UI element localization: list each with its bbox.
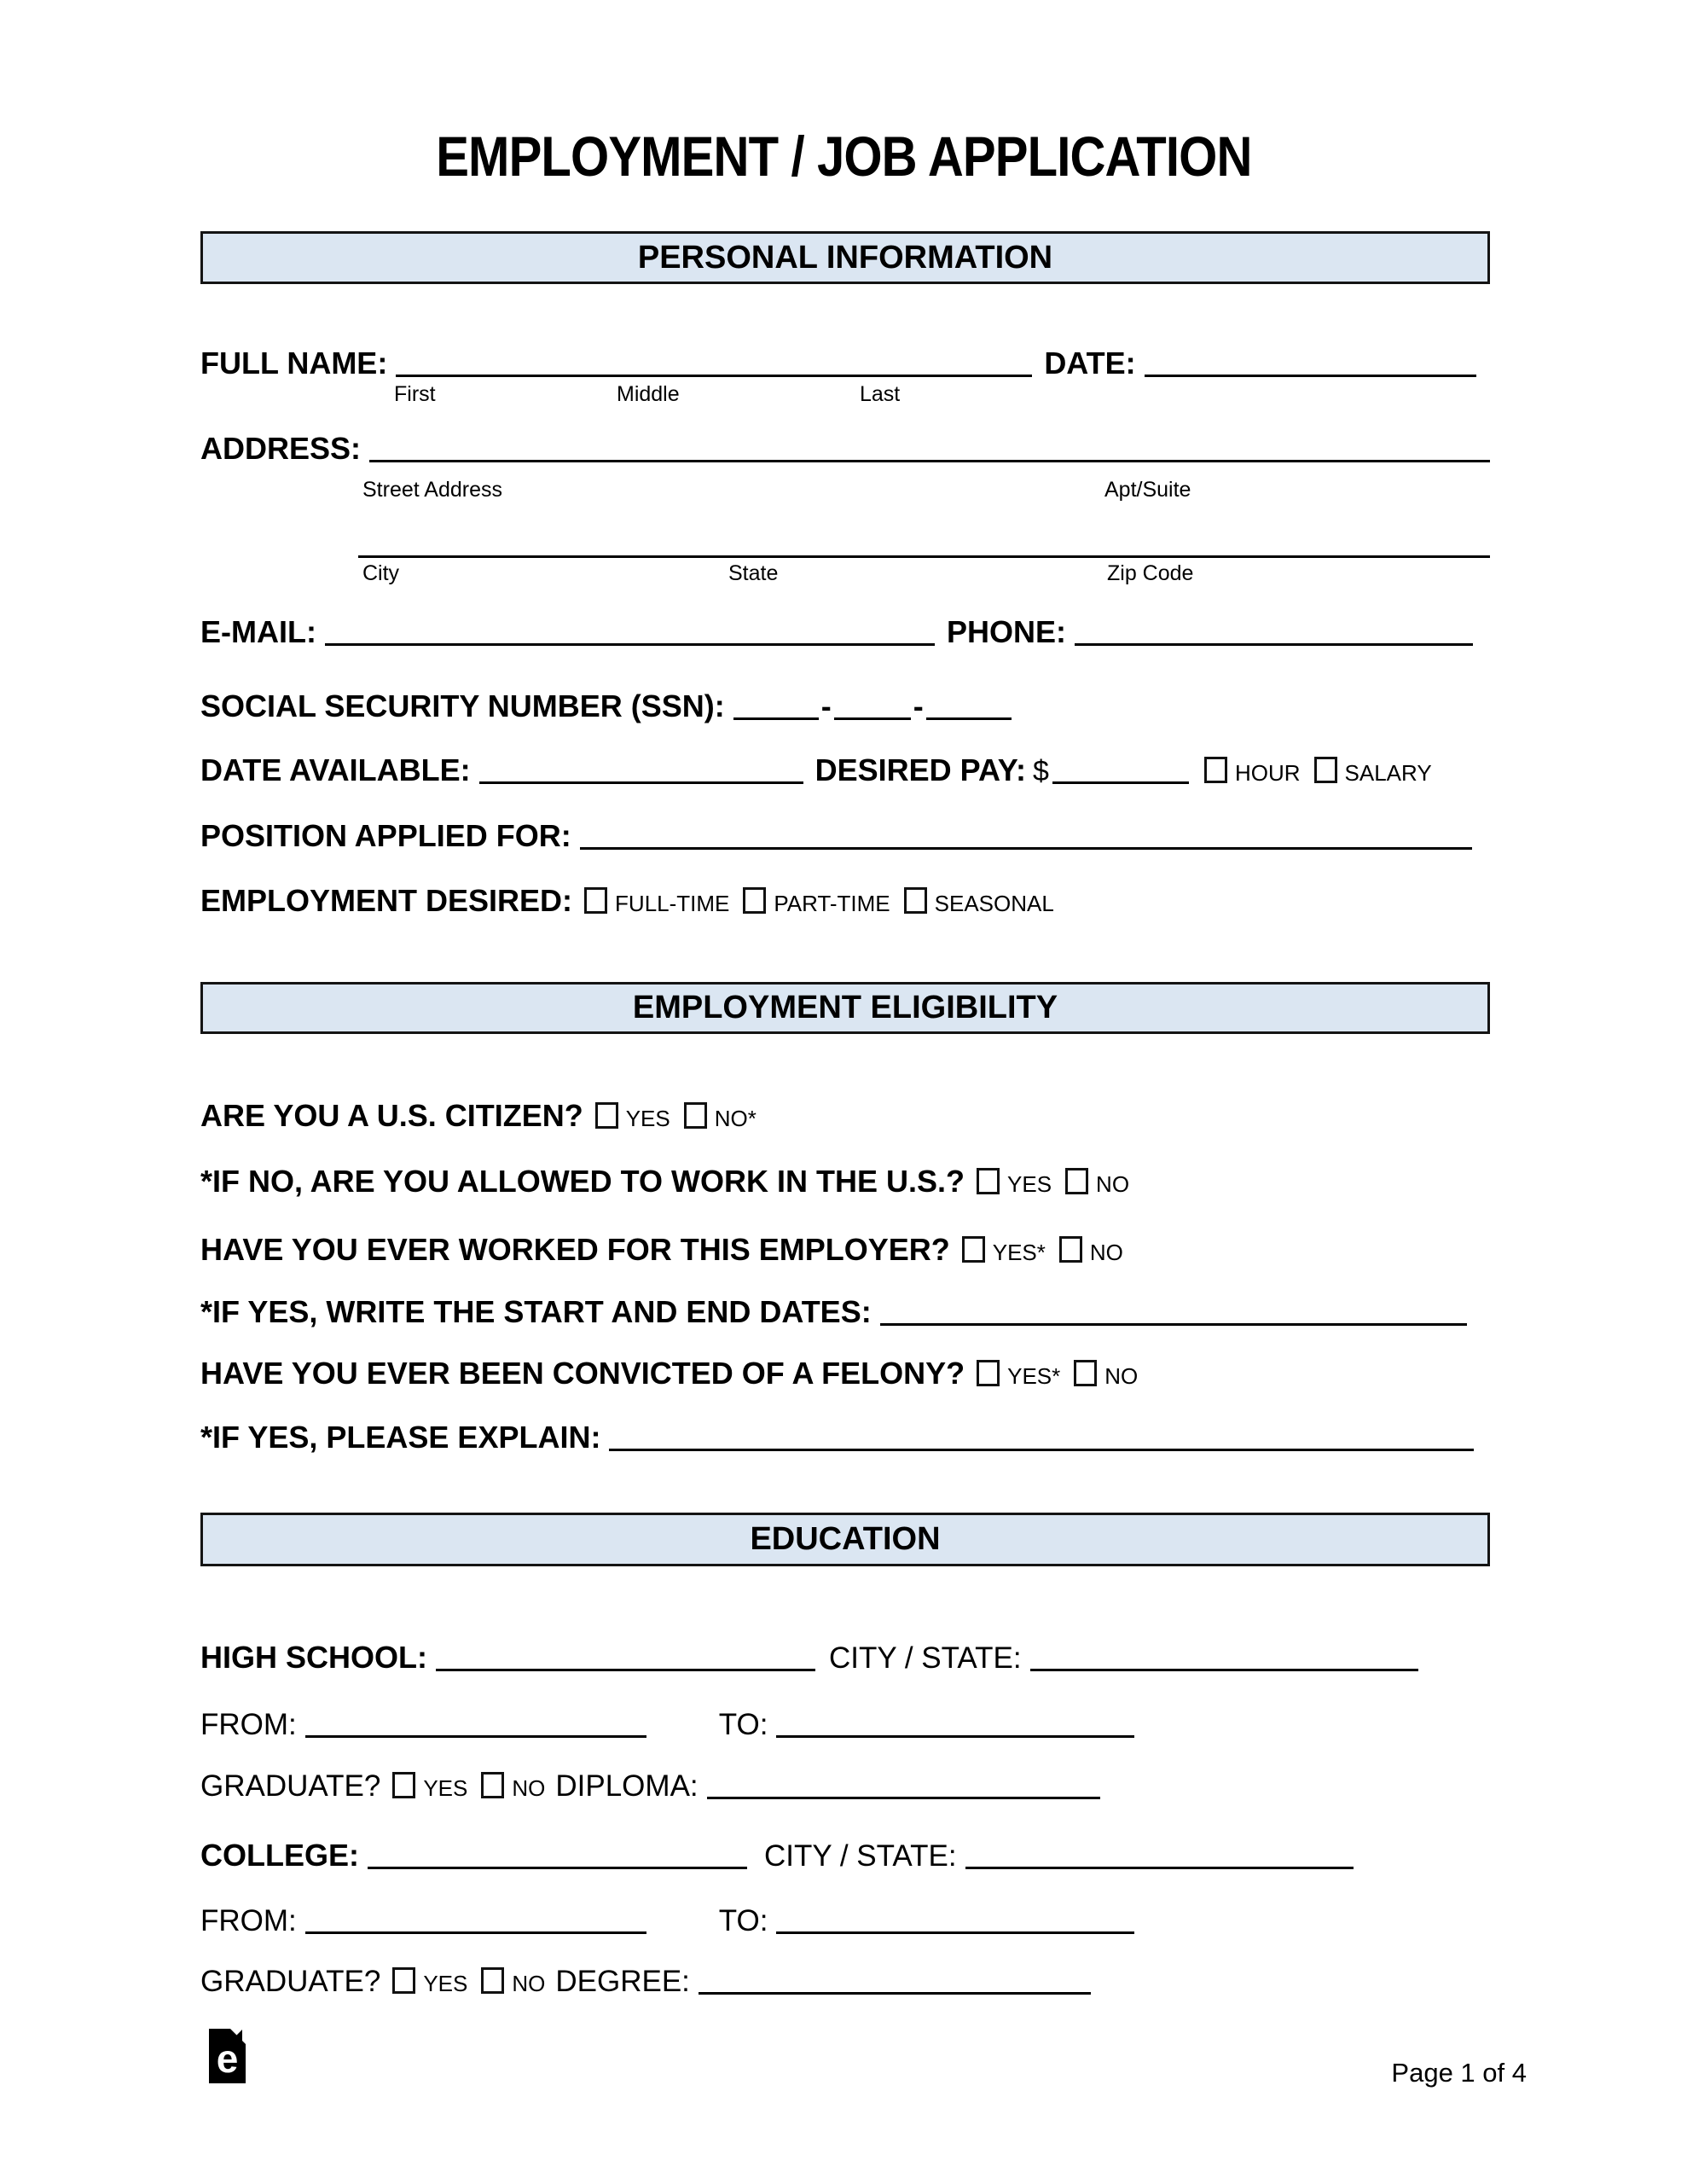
document-fold-flap-icon <box>231 2030 242 2041</box>
college-row <box>200 1838 1354 1873</box>
date-available-input-line[interactable] <box>479 773 803 784</box>
state-sublabel: State <box>728 561 779 585</box>
hour-label: HOUR <box>1234 760 1301 786</box>
felony-question-label: HAVE YOU EVER BEEN CONVICTED OF A FELONY? <box>200 1356 965 1391</box>
middle-name-sublabel: Middle <box>617 382 680 406</box>
hs-graduate-no-label: NO <box>512 1775 546 1801</box>
allowed-to-work-question-row <box>200 1164 1129 1199</box>
date-available-pay-row <box>200 752 1432 788</box>
street-address-sublabel: Street Address <box>362 478 502 502</box>
college-from-label: FROM: <box>200 1904 297 1937</box>
hs-to-input-line[interactable] <box>776 1727 1134 1738</box>
personal-information-header-text: PERSONAL INFORMATION <box>637 239 1053 276</box>
degree-input-line[interactable] <box>699 1984 1091 1995</box>
phone-label: PHONE: <box>946 614 1066 649</box>
worked-before-question-row <box>200 1232 1123 1267</box>
worked-no-label: NO <box>1089 1240 1123 1265</box>
felony-no-checkbox[interactable] <box>1074 1360 1097 1386</box>
ssn-row <box>200 688 1012 723</box>
page-indicator: Page 1 of 4 <box>1391 2058 1527 2088</box>
street-address-input-line[interactable] <box>369 451 1490 462</box>
college-to-input-line[interactable] <box>776 1923 1134 1934</box>
college-label: COLLEGE: <box>200 1838 359 1873</box>
position-row <box>200 818 1472 853</box>
email-input-line[interactable] <box>325 635 935 646</box>
employment-desired-row <box>200 883 1054 918</box>
full-time-label: FULL-TIME <box>615 891 730 916</box>
employment-eligibility-header <box>200 982 1490 1034</box>
eforms-logo-letter: e <box>216 2036 239 2081</box>
hs-graduate-label: GRADUATE? <box>200 1769 381 1803</box>
felony-explain-row <box>200 1420 1474 1455</box>
start-end-dates-input-line[interactable] <box>880 1315 1467 1326</box>
degree-label: DEGREE: <box>555 1965 690 1998</box>
education-header <box>200 1513 1490 1566</box>
position-input-line[interactable] <box>580 839 1472 850</box>
seasonal-checkbox[interactable] <box>904 887 927 914</box>
worked-before-question-label: HAVE YOU EVER WORKED FOR THIS EMPLOYER? <box>200 1232 950 1267</box>
college-city-state-label: CITY / STATE: <box>764 1839 957 1873</box>
college-graduate-yes-checkbox[interactable] <box>392 1967 415 1994</box>
seasonal-label: SEASONAL <box>934 891 1054 916</box>
citizen-yes-label: YES <box>625 1106 670 1131</box>
college-from-to-row <box>200 1904 1134 1938</box>
desired-pay-label: DESIRED PAY: <box>815 752 1027 787</box>
allowed-no-label: NO <box>1096 1171 1130 1197</box>
high-school-row <box>200 1640 1418 1676</box>
citizen-no-label: NO* <box>714 1106 757 1131</box>
date-input-line[interactable] <box>1145 366 1476 377</box>
full-name-input-line[interactable] <box>396 366 1032 377</box>
felony-no-label: NO <box>1104 1363 1139 1389</box>
ssn-part1-input-line[interactable] <box>733 709 819 720</box>
hs-from-input-line[interactable] <box>305 1727 646 1738</box>
full-time-checkbox[interactable] <box>584 887 607 914</box>
address-row <box>200 431 1490 466</box>
employment-desired-label: EMPLOYMENT DESIRED: <box>200 883 573 918</box>
felony-yes-checkbox[interactable] <box>977 1360 1000 1386</box>
high-school-label: HIGH SCHOOL: <box>200 1640 427 1675</box>
zip-code-sublabel: Zip Code <box>1107 561 1194 585</box>
hs-from-label: FROM: <box>200 1708 297 1741</box>
citizen-question-label: ARE YOU A U.S. CITIZEN? <box>200 1098 583 1133</box>
ssn-part3-input-line[interactable] <box>926 709 1012 720</box>
part-time-checkbox[interactable] <box>743 887 766 914</box>
city-state-zip-input-line[interactable] <box>358 555 1490 558</box>
salary-label: SALARY <box>1344 760 1432 786</box>
part-time-label: PART-TIME <box>774 891 890 916</box>
felony-yes-label: YES* <box>1007 1363 1061 1389</box>
college-city-state-input-line[interactable] <box>965 1858 1354 1869</box>
full-name-label: FULL NAME: <box>200 346 388 380</box>
college-from-input-line[interactable] <box>305 1923 646 1934</box>
worked-no-checkbox[interactable] <box>1059 1236 1082 1263</box>
page-title <box>0 125 1687 188</box>
hour-checkbox[interactable] <box>1204 757 1227 783</box>
worked-yes-checkbox[interactable] <box>962 1236 985 1263</box>
page-title-text: EMPLOYMENT / JOB APPLICATION <box>435 125 1252 188</box>
ssn-label: SOCIAL SECURITY NUMBER (SSN): <box>200 688 725 723</box>
ssn-dash-2: - <box>913 688 924 723</box>
date-available-label: DATE AVAILABLE: <box>200 752 471 787</box>
college-graduate-label: GRADUATE? <box>200 1965 381 1998</box>
email-label: E-MAIL: <box>200 614 316 649</box>
phone-input-line[interactable] <box>1075 635 1473 646</box>
desired-pay-input-line[interactable] <box>1052 773 1189 784</box>
date-label: DATE: <box>1044 346 1136 380</box>
eforms-logo <box>209 2029 246 2083</box>
currency-symbol: $ <box>1033 755 1049 787</box>
start-end-dates-row <box>200 1294 1467 1329</box>
first-name-sublabel: First <box>394 382 436 406</box>
college-to-label: TO: <box>718 1904 768 1937</box>
high-school-input-line[interactable] <box>436 1660 815 1671</box>
felony-explain-label: *IF YES, PLEASE EXPLAIN: <box>200 1420 601 1455</box>
college-graduate-no-label: NO <box>512 1971 546 1996</box>
education-header-text: EDUCATION <box>750 1521 941 1557</box>
start-end-dates-label: *IF YES, WRITE THE START AND END DATES: <box>200 1294 872 1329</box>
personal-information-header <box>200 231 1490 284</box>
felony-question-row <box>200 1356 1138 1391</box>
citizen-question-row <box>200 1098 757 1133</box>
ssn-dash-1: - <box>820 688 832 723</box>
hs-graduate-row <box>200 1769 1100 1804</box>
address-label: ADDRESS: <box>200 431 362 466</box>
apt-suite-sublabel: Apt/Suite <box>1104 478 1191 502</box>
employment-eligibility-header-text: EMPLOYMENT ELIGIBILITY <box>632 990 1058 1025</box>
college-input-line[interactable] <box>368 1858 747 1869</box>
hs-graduate-yes-label: YES <box>423 1775 468 1801</box>
diploma-label: DIPLOMA: <box>555 1769 699 1803</box>
felony-explain-input-line[interactable] <box>609 1440 1474 1451</box>
allowed-yes-label: YES <box>1007 1171 1052 1197</box>
full-name-row <box>200 346 1476 380</box>
college-graduate-row <box>200 1965 1091 1999</box>
last-name-sublabel: Last <box>860 382 901 406</box>
city-sublabel: City <box>362 561 400 585</box>
allowed-yes-checkbox[interactable] <box>977 1168 1000 1194</box>
salary-checkbox[interactable] <box>1314 757 1337 783</box>
position-applied-label: POSITION APPLIED FOR: <box>200 818 571 853</box>
hs-graduate-no-checkbox[interactable] <box>481 1772 504 1798</box>
college-graduate-no-checkbox[interactable] <box>481 1967 504 1994</box>
diploma-input-line[interactable] <box>707 1788 1100 1799</box>
hs-city-state-label: CITY / STATE: <box>829 1641 1022 1675</box>
citizen-yes-checkbox[interactable] <box>595 1102 618 1129</box>
allowed-to-work-question-label: *IF NO, ARE YOU ALLOWED TO WORK IN THE U.S.? <box>200 1164 965 1199</box>
allowed-no-checkbox[interactable] <box>1065 1168 1088 1194</box>
college-graduate-yes-label: YES <box>423 1971 468 1996</box>
citizen-no-checkbox[interactable] <box>684 1102 707 1129</box>
worked-yes-label: YES* <box>992 1240 1046 1265</box>
hs-from-to-row <box>200 1708 1134 1742</box>
email-phone-row <box>200 614 1473 649</box>
ssn-part2-input-line[interactable] <box>834 709 911 720</box>
hs-graduate-yes-checkbox[interactable] <box>392 1772 415 1798</box>
hs-city-state-input-line[interactable] <box>1030 1660 1418 1671</box>
hs-to-label: TO: <box>718 1708 768 1741</box>
